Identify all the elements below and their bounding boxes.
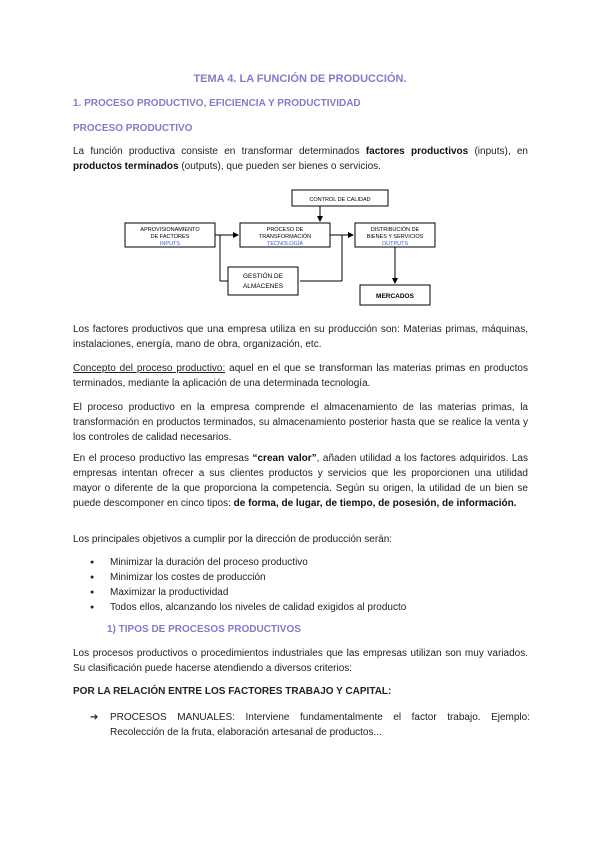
objectives-list [90, 555, 406, 615]
svg-text:PROCESO DE: PROCESO DE [266, 227, 304, 233]
list-item: ● Minimizar la duración del proceso productivo [90, 555, 406, 570]
objectives-intro: Los principales objetivos a cumplir por la dirección de producción serán: [73, 534, 393, 545]
svg-text:BIENES Y SERVICIOS: BIENES Y SERVICIOS [366, 234, 424, 240]
quality-control-label: CONTROL DE CALIDAD [309, 197, 371, 203]
list-item: ● Maximizar la productividad [90, 585, 406, 600]
process-paragraph: El proceso productivo en la empresa comprende el almacenamiento de las materias primas, la transformación en productos terminados, su almacenamiento posterior hasta que se realice la venta y los controles de calidad necesarios. [73, 402, 528, 443]
svg-text:INPUTS: INPUTS [159, 241, 181, 247]
svg-text:OUTPUTS: OUTPUTS [381, 241, 409, 247]
list-item: ➔ PROCESOS MANUALES: Interviene fundamentalmente el factor trabajo. Ejemplo: Recolección de la fruta, elaboración artesanal de productos... [90, 712, 530, 738]
svg-text:GESTIÓN DE: GESTIÓN DE [242, 273, 284, 280]
svg-text:DE FACTORES: DE FACTORES [150, 234, 190, 240]
list-item: ● Todos ellos, alcanzando los niveles de calidad exigidos al producto [90, 600, 406, 615]
svg-text:DISTRIBUCIÓN DE: DISTRIBUCIÓN DE [370, 227, 420, 233]
section-heading: 1. PROCESO PRODUCTIVO, EFICIENCIA Y PRODUCTIVIDAD [73, 98, 361, 109]
factors-paragraph: Los factores productivos que una empresa utiliza en su producción son: Materias primas, máquinas, instalaciones, energía, mano de obra, organización, etc. [73, 324, 528, 350]
concept-paragraph: Concepto del proceso productivo: aquel en el que se transforman las materias primas en productos terminados, mediante la aplicación de una determinada tecnología. [73, 363, 528, 389]
relation-heading: POR LA RELACIÓN ENTRE LOS FACTORES TRABAJO Y CAPITAL: [73, 686, 392, 697]
value-paragraph: En el proceso productivo las empresas “crean valor”, añaden utilidad a los factores adquiridos. Las empresas intentan ofrecer a sus clientes productos y servicios que les proporcionen una utilidad mayor o diferente de la que proporciona la competencia. Según su origen, la utilidad de un bien se puede descomponer en cinco tipos: de forma, de lugar, de tiempo, de posesión, de información. [73, 453, 528, 509]
svg-text:TRANSFORMACIÓN: TRANSFORMACIÓN [258, 234, 312, 240]
intro-paragraph: La función productiva consiste en transformar determinados factores productivos (inputs), en productos terminados (outputs), que pueden ser bienes o servicios. [73, 146, 528, 172]
svg-text:APROVISIONAMIENTO: APROVISIONAMIENTO [140, 227, 200, 233]
types-paragraph: Los procesos productivos o procedimientos industriales que las empresas utilizan son muy variados. Su clasificación puede hacerse atendiendo a diversos criterios: [73, 648, 528, 674]
svg-text:ALMACENES: ALMACENES [242, 283, 284, 290]
list-item: ● Minimizar los costes de producción [90, 570, 406, 585]
production-process-diagram [120, 185, 440, 310]
subsection-heading: PROCESO PRODUCTIVO [73, 123, 193, 134]
arrow-icon: ➔ [90, 712, 99, 723]
subsection-heading-types: 1) TIPOS DE PROCESOS PRODUCTIVOS [107, 624, 301, 635]
document-title: TEMA 4. LA FUNCIÓN DE PRODUCCIÓN. [193, 73, 407, 85]
warehouse-box [228, 267, 298, 295]
svg-text:MERCADOS: MERCADOS [376, 293, 414, 300]
svg-text:TECNOLOGÍA: TECNOLOGÍA [266, 241, 304, 247]
